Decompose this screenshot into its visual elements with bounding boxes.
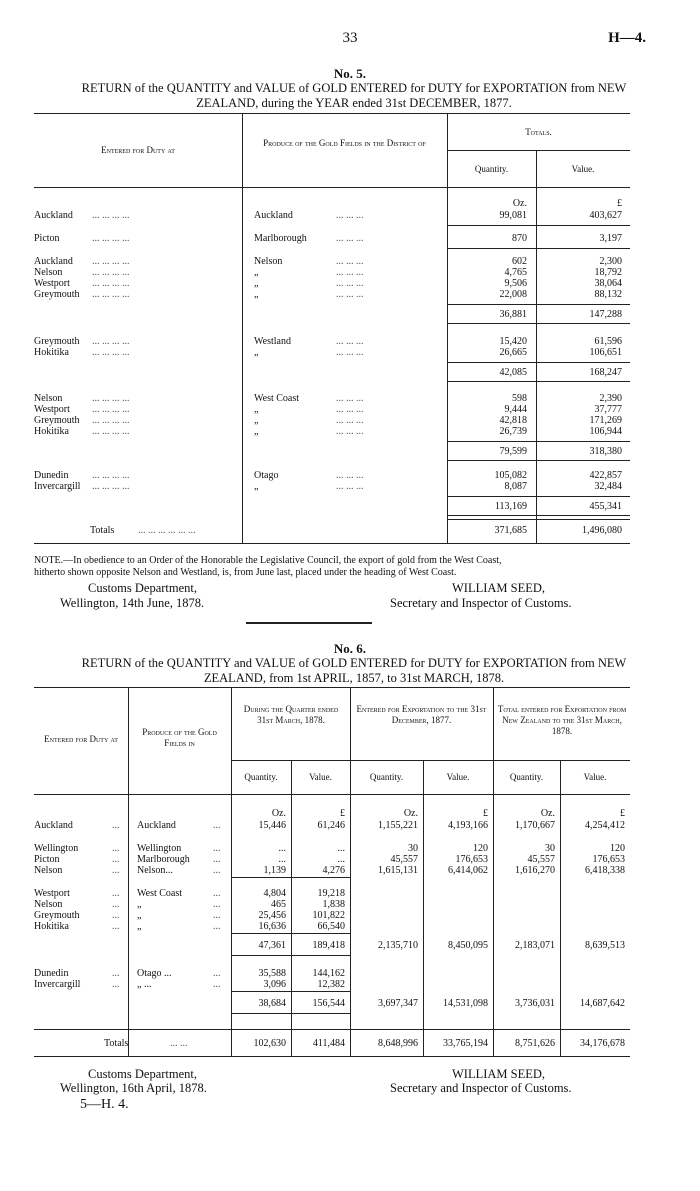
t6-q-value: Value.	[309, 772, 332, 782]
t5-dots: ... ... ... ...	[92, 393, 130, 404]
t5-dots: ... ... ...	[336, 267, 364, 278]
page-number: 33	[342, 30, 358, 46]
t6-dots: ...	[112, 865, 120, 876]
t6-port: Nelson	[34, 865, 63, 876]
t5-port: Westport	[34, 278, 70, 289]
t6-t-val: 176,653	[592, 854, 625, 865]
t6-port: Auckland	[34, 820, 73, 831]
t5-district: Otago	[254, 470, 279, 481]
rule	[34, 1029, 630, 1030]
t6-unit: Oz.	[403, 808, 418, 819]
t5-header-entered: Entered for Duty at	[101, 145, 175, 155]
t6-district: „	[137, 899, 142, 910]
t5-district: West Coast	[254, 393, 300, 404]
t6-district: Otago ...	[137, 968, 172, 979]
t6-t-qty: 30	[545, 843, 555, 854]
t5-dots: ... ... ... ...	[92, 256, 130, 267]
t6-dots: ...	[213, 899, 221, 910]
t5-district: Auckland	[254, 210, 293, 221]
t5-val: 18,792	[594, 267, 622, 278]
t5-district: „	[254, 415, 259, 426]
t5-sub-val: 318,380	[589, 446, 622, 457]
t6-dots: ...	[213, 888, 221, 899]
t5-total-qty: 371,685	[494, 525, 527, 536]
t6-otago-sub: 14,531,098	[443, 998, 488, 1009]
t6-header-to-dec: Entered for Exportation to the 31st December, 1877.	[356, 704, 487, 725]
t6-dots: ...	[112, 968, 120, 979]
t6-total: 411,484	[312, 1038, 345, 1049]
footer-code: 5—H. 4.	[80, 1097, 129, 1112]
t5-qty: 9,506	[504, 278, 527, 289]
t5-district: „	[254, 278, 259, 289]
t6-west-sub: 2,183,071	[515, 940, 555, 951]
t6-dots: ...	[213, 820, 221, 831]
t5-qty: 15,420	[499, 336, 527, 347]
t6-t-qty: 1,616,270	[515, 865, 555, 876]
t5-dots: ... ... ... ...	[92, 267, 130, 278]
t5-sig-dept: Customs Department,	[88, 581, 198, 595]
rule	[231, 991, 350, 992]
rule	[447, 496, 630, 497]
t6-dots: ...	[112, 854, 120, 865]
t6-dots: ...	[213, 979, 221, 990]
t5-qty: 4,765	[504, 267, 527, 278]
t6-t-quantity: Quantity.	[509, 772, 544, 782]
t6-q-qty: 25,456	[258, 910, 286, 921]
t5-val: 422,857	[589, 470, 622, 481]
t6-port: Hokitika	[34, 921, 69, 932]
t6-total: 34,176,678	[580, 1038, 625, 1049]
t6-dots: ... ...	[170, 1038, 188, 1049]
t6-dots: ...	[213, 854, 221, 865]
t6-total: 33,765,194	[443, 1038, 488, 1049]
t6-t-val: 120	[610, 843, 625, 854]
t5-district: „	[254, 404, 259, 415]
t5-port: Westport	[34, 404, 70, 415]
t5-dots: ... ... ...	[336, 256, 364, 267]
t5-port: Hokitika	[34, 347, 69, 358]
t6-unit: £	[620, 808, 625, 819]
t6-district: Marlborough	[137, 854, 190, 865]
t6-q-qty: 465	[271, 899, 286, 910]
t5-dots: ... ... ...	[336, 426, 364, 437]
t6-port: Dunedin	[34, 968, 69, 979]
t6-d-quantity: Quantity.	[369, 772, 404, 782]
table5-title-line2: ZEALAND, during the YEAR ended 31st DECEMBER, 1877.	[196, 96, 512, 110]
t5-port: Picton	[34, 233, 60, 244]
t6-t-qty: 1,170,667	[515, 820, 555, 831]
t6-q-qty: 4,804	[263, 888, 286, 899]
t6-district: „ ...	[137, 979, 152, 990]
t5-dots: ... ... ...	[336, 210, 364, 221]
t6-port: Wellington	[34, 843, 79, 854]
t6-header-total: Total entered for Exportation from New Zealand to the 31st March, 1878.	[497, 704, 627, 736]
t6-west-sub: 189,418	[312, 940, 345, 951]
rule	[447, 381, 630, 382]
t6-q-val: 1,838	[322, 899, 345, 910]
rule	[447, 304, 630, 305]
table5-title-line1: RETURN of the QUANTITY and VALUE of GOLD ENTERED for DUTY for EXPORTATION from NEW	[81, 81, 627, 95]
t6-sig-name: WILLIAM SEED,	[452, 1067, 546, 1081]
t6-d-val: 6,414,062	[448, 865, 488, 876]
t5-qty: 598	[512, 393, 527, 404]
t5-port: Invercargill	[34, 481, 81, 492]
t6-q-val: 19,218	[317, 888, 345, 899]
t6-district: Nelson...	[137, 865, 173, 876]
t6-q-qty: 35,588	[258, 968, 286, 979]
t6-unit: £	[483, 808, 488, 819]
t6-sig-role: Secretary and Inspector of Customs.	[390, 1081, 572, 1095]
table5-note-line2: hitherto shown opposite Nelson and Westland, is, from June last, placed under the heading of West Coast.	[34, 567, 457, 578]
t5-district: „	[254, 267, 259, 278]
t6-district: „	[137, 910, 142, 921]
t6-q-val: ...	[337, 854, 345, 865]
t6-port: Greymouth	[34, 910, 80, 921]
t5-sig-name: WILLIAM SEED,	[452, 581, 546, 595]
t5-port: Greymouth	[34, 289, 80, 300]
t6-q-val: 144,162	[312, 968, 345, 979]
t6-otago-sub: 3,736,031	[515, 998, 555, 1009]
t6-dots: ...	[112, 820, 120, 831]
t5-dots: ... ... ... ...	[92, 404, 130, 415]
t6-port: Nelson	[34, 899, 63, 910]
t6-west-sub: 8,450,095	[448, 940, 488, 951]
t5-dots: ... ... ... ...	[92, 233, 130, 244]
t5-sig-role: Secretary and Inspector of Customs.	[390, 596, 572, 610]
t6-sig-dept: Customs Department,	[88, 1067, 198, 1081]
t6-otago-sub: 156,544	[312, 998, 345, 1009]
t5-val: 32,484	[594, 481, 622, 492]
t6-port: Picton	[34, 854, 60, 865]
t5-val: 106,651	[589, 347, 622, 358]
t5-district: „	[254, 481, 259, 492]
t5-dots: ... ... ...	[336, 289, 364, 300]
rule	[447, 248, 630, 249]
t6-header-entered: Entered for Duty at	[44, 734, 118, 744]
t6-d-qty: 30	[408, 843, 418, 854]
t5-district: „	[254, 347, 259, 358]
t6-d-qty: 45,557	[390, 854, 418, 865]
t6-d-val: 4,193,166	[448, 820, 488, 831]
t5-dots: ... ... ...	[336, 404, 364, 415]
t6-total: 8,648,996	[378, 1038, 418, 1049]
t5-val: 2,300	[599, 256, 622, 267]
t6-unit: Oz.	[540, 808, 555, 819]
t6-dots: ...	[112, 979, 120, 990]
t6-dots: ...	[213, 910, 221, 921]
t6-dots: ...	[213, 921, 221, 932]
rule	[231, 1013, 350, 1014]
rule	[447, 441, 630, 442]
t5-dots: ... ... ... ...	[92, 347, 130, 358]
t6-dots: ...	[112, 921, 120, 932]
rule	[447, 362, 630, 363]
table6-title-line2: ZEALAND, from 1st APRIL, 1857, to 31st MARCH, 1878.	[203, 671, 505, 685]
t5-val: 88,132	[594, 289, 622, 300]
t5-dots: ... ... ...	[336, 278, 364, 289]
t6-t-val: 4,254,412	[585, 820, 625, 831]
t6-district: West Coast	[137, 888, 183, 899]
t6-d-val: 120	[473, 843, 488, 854]
rule	[447, 460, 630, 461]
t6-total: 8,751,626	[515, 1038, 555, 1049]
t5-district: Nelson	[254, 256, 283, 267]
t5-qty: 22,008	[499, 289, 527, 300]
t6-q-qty: 15,446	[258, 820, 286, 831]
t5-dots: ... ... ... ...	[92, 289, 130, 300]
t5-total-val: 1,496,080	[582, 525, 622, 536]
t5-val: 37,777	[594, 404, 622, 415]
t6-unit: Oz.	[271, 808, 286, 819]
t5-val: 403,627	[589, 210, 622, 221]
t6-west-sub: 47,361	[258, 940, 286, 951]
t6-dots: ...	[112, 910, 120, 921]
t5-sub-val: 455,341	[589, 501, 622, 512]
t6-d-qty: 1,615,131	[378, 865, 418, 876]
t5-dots: ... ... ...	[336, 233, 364, 244]
t6-dots: ...	[112, 888, 120, 899]
t5-qty: 870	[512, 233, 527, 244]
t5-val: 106,944	[589, 426, 622, 437]
t6-west-sub: 8,639,513	[585, 940, 625, 951]
t6-totals-label: Totals	[104, 1038, 129, 1049]
t5-port: Greymouth	[34, 336, 80, 347]
t5-dots: ... ... ... ...	[92, 336, 130, 347]
t6-q-qty: 3,096	[263, 979, 286, 990]
t5-port: Greymouth	[34, 415, 80, 426]
t5-val: 38,064	[594, 278, 622, 289]
t5-dots: ... ... ...	[336, 415, 364, 426]
t5-unit-oz: Oz.	[512, 198, 527, 209]
rule	[231, 933, 350, 934]
t5-qty: 105,082	[494, 470, 527, 481]
t5-qty: 99,081	[499, 210, 527, 221]
t5-dots: ... ... ... ...	[92, 481, 130, 492]
t6-dots: ...	[112, 899, 120, 910]
t5-dots: ... ... ... ...	[92, 426, 130, 437]
t5-port: Hokitika	[34, 426, 69, 437]
t6-dots: ...	[112, 843, 120, 854]
t6-q-val: 66,540	[317, 921, 345, 932]
page-code: H—4.	[608, 30, 646, 46]
t5-sub-val: 168,247	[589, 367, 622, 378]
t5-dots: ... ... ...	[336, 393, 364, 404]
t5-dots: ... ... ...	[336, 470, 364, 481]
t6-district: Wellington	[137, 843, 182, 854]
t5-district: Marlborough	[254, 233, 307, 244]
t6-q-val: 4,276	[322, 865, 345, 876]
t5-dots: ... ... ... ...	[92, 278, 130, 289]
t5-qty: 9,444	[504, 404, 527, 415]
table6-title-line1: RETURN of the QUANTITY and VALUE of GOLD ENTERED for DUTY for EXPORTATION from NEW	[81, 656, 627, 670]
t5-district: Westland	[254, 336, 291, 347]
t5-sig-date: Wellington, 14th June, 1878.	[60, 596, 205, 610]
t5-header-produce: Produce of the Gold Fields in the District of	[263, 138, 426, 148]
t5-district: „	[254, 289, 259, 300]
t5-port: Nelson	[34, 393, 63, 404]
t6-total: 102,630	[253, 1038, 286, 1049]
t6-dots: ...	[213, 843, 221, 854]
t5-sub-qty: 42,085	[499, 367, 527, 378]
t5-header-value: Value.	[571, 164, 595, 174]
t6-t-qty: 45,557	[527, 854, 555, 865]
t6-t-value: Value.	[583, 772, 607, 782]
t6-q-qty: ...	[278, 854, 286, 865]
t5-qty: 42,818	[499, 415, 527, 426]
t5-val: 61,596	[594, 336, 622, 347]
t6-dots: ...	[213, 865, 221, 876]
t5-val: 2,390	[599, 393, 622, 404]
t5-dots: ... ... ...	[336, 347, 364, 358]
t6-q-qty: 1,139	[263, 865, 286, 876]
table5-note-line1: NOTE.—In obedience to an Order of the Honorable the Legislative Council, the export of gold from the West Coast,	[34, 555, 502, 566]
t6-d-qty: 1,155,221	[378, 820, 418, 831]
t5-val: 3,197	[599, 233, 622, 244]
t5-district: „	[254, 426, 259, 437]
rule	[447, 515, 630, 516]
t6-sig-date: Wellington, 16th April, 1878.	[60, 1081, 207, 1095]
t6-q-qty: 16,636	[258, 921, 286, 932]
t6-otago-sub: 14,687,642	[580, 998, 625, 1009]
t6-port: Invercargill	[34, 979, 81, 990]
t5-port: Dunedin	[34, 470, 69, 481]
rule	[231, 955, 350, 956]
t5-dots: ... ... ... ...	[92, 470, 130, 481]
t6-dots: ...	[213, 968, 221, 979]
t5-sub-qty: 113,169	[494, 501, 527, 512]
t5-header-quantity: Quantity.	[474, 164, 509, 174]
t5-sub-qty: 36,881	[499, 309, 527, 320]
t6-otago-sub: 3,697,347	[378, 998, 418, 1009]
t5-val: 171,269	[589, 415, 622, 426]
t5-dots: ... ... ...	[336, 336, 364, 347]
t5-totals-label: Totals	[90, 525, 115, 536]
table5-number: No. 5.	[333, 66, 367, 81]
rule	[447, 323, 630, 324]
t5-port: Nelson	[34, 267, 63, 278]
t5-dots: ... ... ... ... ... ...	[138, 525, 196, 536]
t5-dots: ... ... ...	[336, 481, 364, 492]
t6-west-sub: 2,135,710	[378, 940, 418, 951]
t6-otago-sub: 38,684	[258, 998, 286, 1009]
t5-sub-val: 147,288	[589, 309, 622, 320]
t5-dots: ... ... ... ...	[92, 415, 130, 426]
t6-q-val: 101,822	[312, 910, 345, 921]
t6-d-value: Value.	[446, 772, 470, 782]
t5-qty: 26,665	[499, 347, 527, 358]
t5-header-totals: Totals.	[525, 127, 552, 137]
t6-header-produce: Produce of the Gold Fields in	[142, 727, 217, 748]
t6-q-quantity: Quantity.	[244, 772, 278, 782]
rule	[447, 519, 630, 520]
t6-header-quarter: During the Quarter ended 31st March, 1878.	[243, 704, 339, 725]
rule	[447, 225, 630, 226]
t6-district: „	[137, 921, 142, 932]
section-divider	[246, 622, 372, 624]
t6-unit: £	[340, 808, 345, 819]
t6-district: Auckland	[137, 820, 176, 831]
t5-sub-qty: 79,599	[499, 446, 527, 457]
t6-q-val: ...	[337, 843, 345, 854]
t5-qty: 8,087	[504, 481, 527, 492]
t5-port: Auckland	[34, 256, 73, 267]
t6-t-val: 6,418,338	[585, 865, 625, 876]
rule	[231, 877, 350, 878]
t5-qty: 602	[512, 256, 527, 267]
t5-dots: ... ... ... ...	[92, 210, 130, 221]
t6-q-val: 61,246	[317, 820, 345, 831]
t5-port: Auckland	[34, 210, 73, 221]
t6-q-qty: ...	[278, 843, 286, 854]
t5-qty: 26,739	[499, 426, 527, 437]
t6-d-val: 176,653	[455, 854, 488, 865]
t6-port: Westport	[34, 888, 70, 899]
t6-q-val: 12,382	[317, 979, 345, 990]
t5-unit-pound: £	[617, 198, 622, 209]
table6-number: No. 6.	[333, 641, 367, 656]
